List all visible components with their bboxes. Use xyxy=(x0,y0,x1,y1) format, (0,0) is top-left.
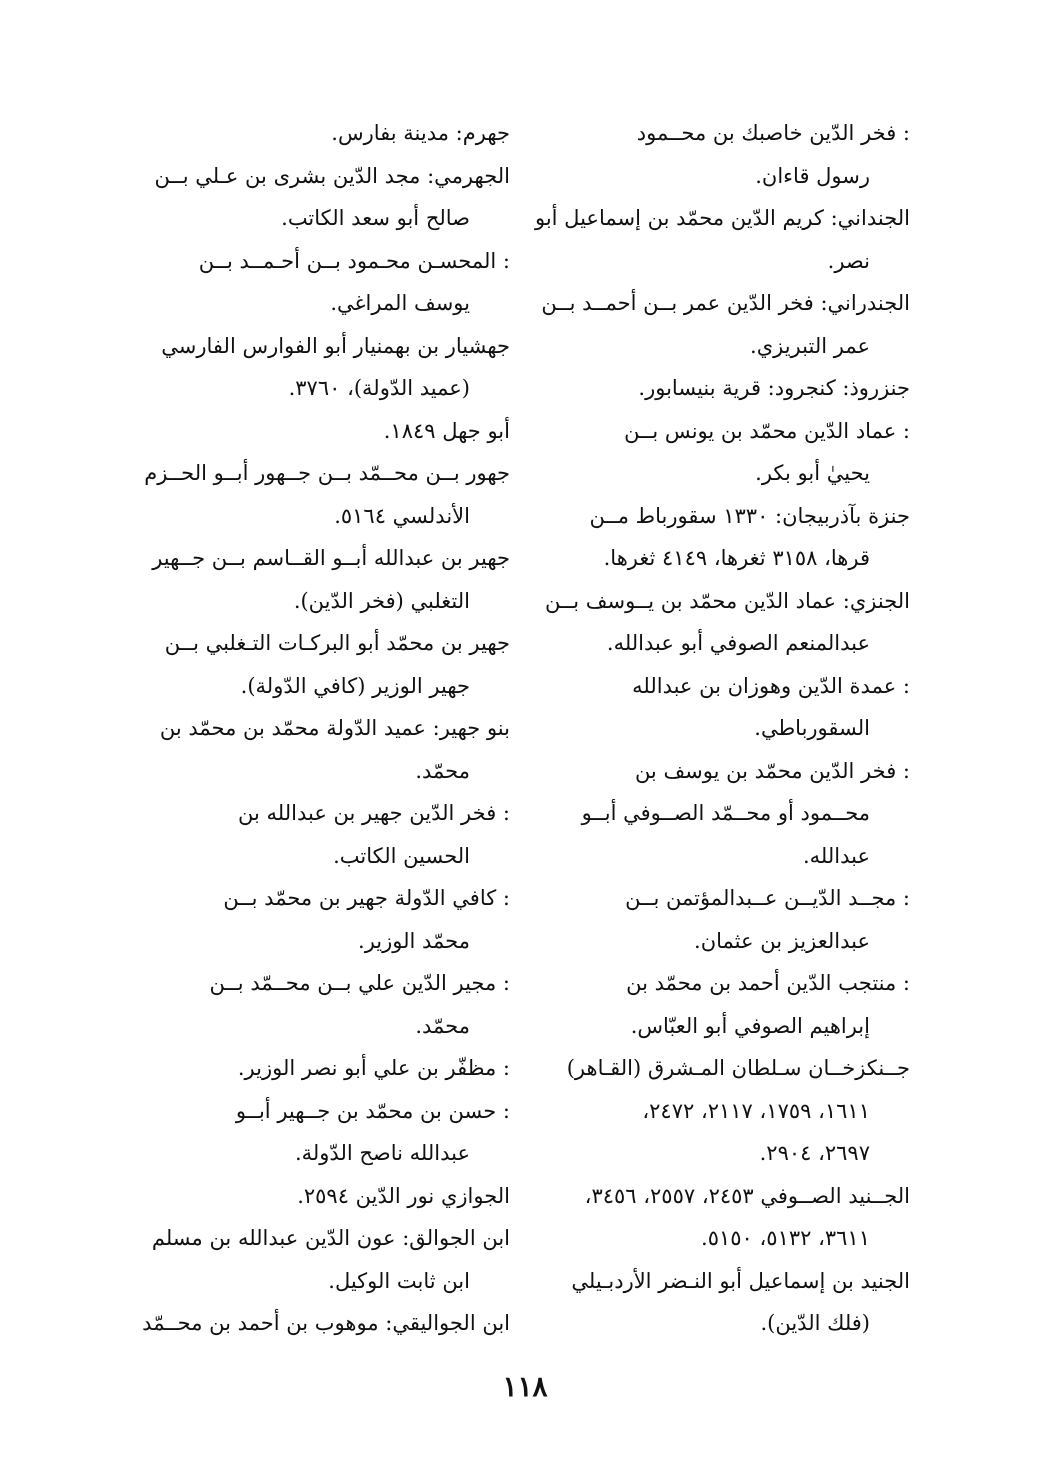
index-line: : حسن بن محمّد بن جــهير أبــو xyxy=(235,1098,510,1123)
index-line: ابن الجوالق: عون الدّين عبدالله بن مسلم xyxy=(151,1226,510,1250)
index-line: ٢٦٩٧، ٢٩٠٤. xyxy=(759,1141,870,1165)
index-line: الأندلسي ٥١٦٤. xyxy=(334,503,470,528)
index-line: الجندراني: فخر الدّين عمر بــن أحمــد بــن xyxy=(541,291,910,315)
index-line: : مجير الدّين علي بــن محــمّد بــن xyxy=(209,971,510,995)
index-line: قرها، ٣١٥٨ ثغرها، ٤١٤٩ ثغرها. xyxy=(603,546,870,570)
right-column xyxy=(530,112,910,1345)
index-line: يحييٰ أبو بكر. xyxy=(755,461,870,485)
index-line: جهرم: مدينة بفارس. xyxy=(331,121,510,145)
index-line: محــمود أو محــمّد الصــوفي أبــو xyxy=(581,801,870,825)
index-line: أبو جهل ١٨٤٩. xyxy=(383,418,510,443)
index-line: نصر. xyxy=(827,248,870,273)
index-line: جهشيار بن بهمنيار أبو الفوارس الفارسي xyxy=(161,333,510,358)
index-line: جهور بــن محــمّد بــن جــهور أبــو الحــزم xyxy=(144,461,510,485)
index-line: جهير بن عبدالله أبــو القــاسم بــن جــهير xyxy=(152,546,510,570)
index-line: الجهرمي: مجد الدّين بشرى بن عـلي بــن xyxy=(154,163,510,188)
index-line: جهير الوزير (كافي الدّولة). xyxy=(240,673,470,698)
index-line: عبدالله ناصح الدّولة. xyxy=(294,1141,470,1165)
index-line: يوسف المراغي. xyxy=(330,291,470,315)
index-line: ابن الجواليقي: موهوب بن أحمد بن محــمّد xyxy=(142,1311,510,1335)
index-line: عبدالله. xyxy=(802,843,870,868)
index-line: جــنكزخــان سـلطان المـشرق (القـاهر) xyxy=(566,1056,910,1080)
index-line: : مجــد الدّيــن عــبدالمؤتمن بــن xyxy=(625,886,910,910)
index-line: السقورباطي. xyxy=(754,716,870,740)
index-line: : كافي الدّولة جهير بن محمّد بــن xyxy=(223,886,510,910)
index-line: : منتجب الدّين أحمد بن محمّد بن xyxy=(626,971,910,995)
index-line: عبدالعزيز بن عثمان. xyxy=(694,928,870,953)
page-number: ١١٨ xyxy=(502,1370,548,1403)
index-line: صالح أبو سعد الكاتب. xyxy=(281,206,470,230)
index-line: ابن ثابت الوكيل. xyxy=(328,1268,470,1293)
index-line: ٣٦١١، ٥١٣٢، ٥١٥٠. xyxy=(701,1226,870,1250)
index-line: (عميد الدّولة)، ٣٧٦٠. xyxy=(288,376,470,400)
index-line: (فلك الدّين). xyxy=(760,1311,870,1335)
index-line: جنزروذ: كنجرود: قرية بنيسابور. xyxy=(638,376,910,400)
index-line: : فخر الدّين خاصبك بن محــمود xyxy=(636,121,910,145)
index-line: الجنزي: عماد الدّين محمّد بن يــوسف بــن xyxy=(544,588,910,613)
index-line: محمّد. xyxy=(415,1013,470,1038)
left-column xyxy=(130,112,510,1345)
index-line: عمر التبريزي. xyxy=(750,333,870,358)
index-line: محمّد. xyxy=(415,758,470,783)
index-line: جنزة بآذربيجان: ١٣٣٠ سقورباط مــن xyxy=(589,503,910,528)
index-line: التغلبي (فخر الدّين). xyxy=(293,588,470,613)
index-line: : فخر الدّين جهير بن عبدالله بن xyxy=(238,801,510,825)
index-line: الجنداني: كريم الدّين محمّد بن إسماعيل أبو xyxy=(534,206,910,230)
index-line: الحسين الكاتب. xyxy=(333,843,470,868)
index-line: بنو جهير: عميد الدّولة محمّد بن محمّد بن xyxy=(159,716,510,740)
index-line: ١٦١١، ١٧٥٩، ٢١١٧، ٢٤٧٢، xyxy=(642,1098,870,1123)
index-line: : مظفّر بن علي أبو نصر الوزير. xyxy=(237,1056,510,1080)
index-line: الجنيد بن إسماعيل أبو النـضر الأردبـيلي xyxy=(571,1268,910,1293)
index-line: : عمدة الدّين وهوزان بن عبدالله xyxy=(632,673,910,698)
index-line: : عماد الدّين محمّد بن يونس بــن xyxy=(624,418,910,443)
index-line: عبدالمنعم الصوفي أبو عبدالله. xyxy=(606,631,870,655)
index-line: محمّد الوزير. xyxy=(358,928,470,953)
index-line: الجوازي نور الدّين ٢٥٩٤. xyxy=(297,1183,510,1208)
index-line: : المحسـن محـمود بــن أحـمــد بــن xyxy=(198,248,510,273)
index-line: جهير بن محمّد أبو البركـات التـغلبي بــن xyxy=(164,631,510,655)
index-line: الجــنيد الصــوفي ٢٤٥٣، ٢٥٥٧، ٣٤٥٦، xyxy=(584,1183,910,1208)
index-line: : فخر الدّين محمّد بن يوسف بن xyxy=(634,758,910,783)
index-line: إبراهيم الصوفي أبو العبّاس. xyxy=(630,1013,870,1038)
index-line: رسول قاءان. xyxy=(755,163,870,188)
